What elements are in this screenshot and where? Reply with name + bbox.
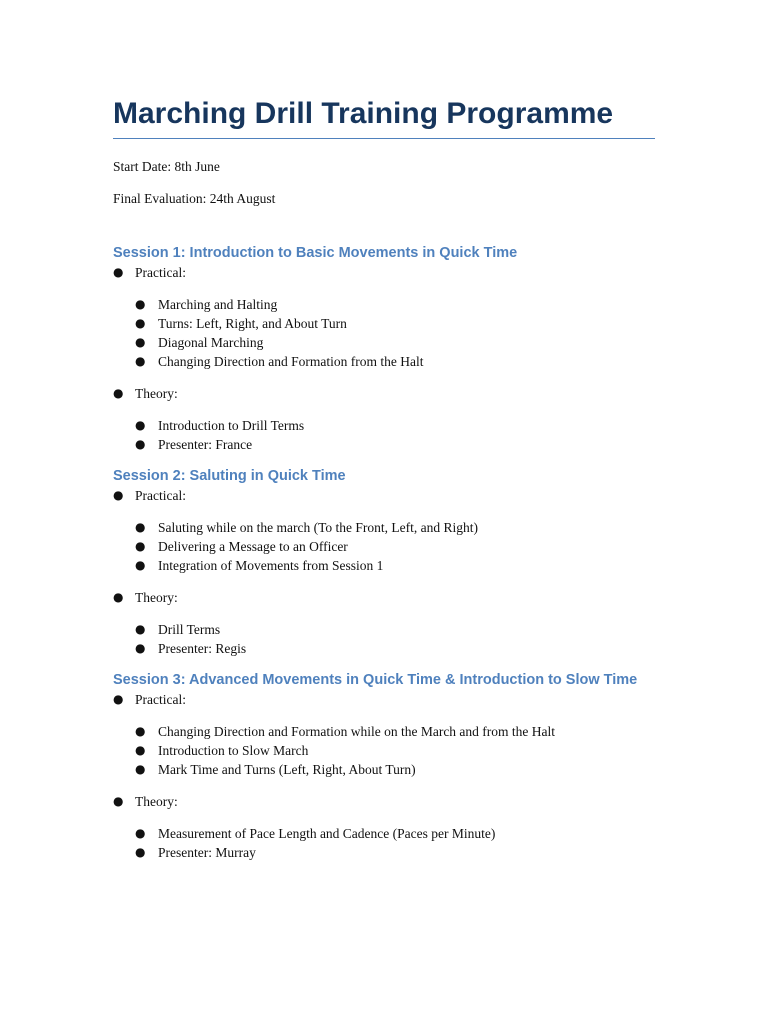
practical-list bbox=[135, 295, 655, 371]
session-list bbox=[113, 263, 655, 454]
list-item bbox=[135, 620, 655, 639]
bullet-icon: ● bbox=[113, 265, 124, 279]
list-item-text: Changing Direction and Formation while on the March and from the Halt bbox=[158, 724, 556, 739]
list-item bbox=[135, 352, 655, 371]
list-item bbox=[135, 824, 655, 843]
bullet-icon: ● bbox=[135, 622, 146, 636]
bullet-icon: ● bbox=[113, 488, 124, 502]
bullet-icon: ● bbox=[113, 386, 124, 400]
session-list bbox=[113, 486, 655, 658]
list-item bbox=[135, 537, 655, 556]
practical-list bbox=[135, 722, 655, 779]
list-item-text: Drill Terms bbox=[158, 622, 221, 637]
start-date: Start Date: 8th June bbox=[113, 159, 220, 174]
document-title: Marching Drill Training Programme bbox=[113, 97, 614, 130]
list-item bbox=[135, 556, 655, 575]
list-item-text: Measurement of Pace Length and Cadence (Paces per Minute) bbox=[158, 826, 496, 841]
session-2 bbox=[113, 466, 655, 658]
bullet-icon: ● bbox=[135, 316, 146, 330]
list-item-text: Mark Time and Turns (Left, Right, About Turn) bbox=[158, 762, 416, 777]
bullet-icon: ● bbox=[135, 826, 146, 840]
list-item bbox=[135, 435, 655, 454]
final-evaluation-date: Final Evaluation: 24th August bbox=[113, 191, 276, 206]
bullet-icon: ● bbox=[135, 762, 146, 776]
list-item bbox=[135, 416, 655, 435]
list-item-text: Saluting while on the march (To the Front, Left, and Right) bbox=[158, 520, 478, 535]
list-item bbox=[135, 518, 655, 537]
theory-list bbox=[135, 620, 655, 658]
list-item bbox=[135, 333, 655, 352]
bullet-icon: ● bbox=[135, 437, 146, 451]
theory-item bbox=[113, 792, 655, 862]
bullet-icon: ● bbox=[135, 845, 146, 859]
practical-label: Practical: bbox=[135, 265, 186, 280]
list-item bbox=[135, 314, 655, 333]
list-item bbox=[135, 295, 655, 314]
practical-list bbox=[135, 518, 655, 575]
list-item-text: Diagonal Marching bbox=[158, 335, 264, 350]
bullet-icon: ● bbox=[135, 539, 146, 553]
theory-label: Theory: bbox=[135, 590, 178, 605]
bullet-icon: ● bbox=[135, 641, 146, 655]
practical-item bbox=[113, 486, 655, 575]
bullet-icon: ● bbox=[135, 724, 146, 738]
list-item-text: Presenter: Murray bbox=[158, 845, 256, 860]
list-item-text: Delivering a Message to an Officer bbox=[158, 539, 348, 554]
list-item bbox=[135, 741, 655, 760]
bullet-icon: ● bbox=[135, 743, 146, 757]
practical-label: Practical: bbox=[135, 488, 186, 503]
list-item bbox=[135, 639, 655, 658]
bullet-icon: ● bbox=[135, 335, 146, 349]
session-3 bbox=[113, 670, 655, 862]
bullet-icon: ● bbox=[135, 418, 146, 432]
list-item bbox=[135, 760, 655, 779]
practical-label: Practical: bbox=[135, 692, 186, 707]
list-item-text: Presenter: Regis bbox=[158, 641, 247, 656]
session-heading: Session 1: Introduction to Basic Movements in Quick Time bbox=[113, 245, 518, 261]
list-item-text: Introduction to Slow March bbox=[158, 743, 309, 758]
practical-item bbox=[113, 690, 655, 779]
session-heading: Session 2: Saluting in Quick Time bbox=[113, 468, 346, 484]
list-item-text: Integration of Movements from Session 1 bbox=[158, 558, 384, 573]
practical-item bbox=[113, 263, 655, 371]
list-item-text: Introduction to Drill Terms bbox=[158, 418, 305, 433]
list-item-text: Presenter: France bbox=[158, 437, 253, 452]
session-list bbox=[113, 690, 655, 862]
list-item-text: Changing Direction and Formation from the Halt bbox=[158, 354, 424, 369]
list-item bbox=[135, 722, 655, 741]
bullet-icon: ● bbox=[135, 520, 146, 534]
session-1 bbox=[113, 243, 655, 454]
list-item-text: Turns: Left, Right, and About Turn bbox=[158, 316, 347, 331]
theory-item bbox=[113, 384, 655, 454]
list-item bbox=[135, 843, 655, 862]
list-item-text: Marching and Halting bbox=[158, 297, 278, 312]
theory-list bbox=[135, 416, 655, 454]
bullet-icon: ● bbox=[135, 354, 146, 368]
bullet-icon: ● bbox=[113, 590, 124, 604]
theory-item bbox=[113, 588, 655, 658]
document-page bbox=[113, 94, 655, 862]
theory-label: Theory: bbox=[135, 794, 178, 809]
theory-list bbox=[135, 824, 655, 862]
bullet-icon: ● bbox=[135, 558, 146, 572]
bullet-icon: ● bbox=[135, 297, 146, 311]
bullet-icon: ● bbox=[113, 692, 124, 706]
theory-label: Theory: bbox=[135, 386, 178, 401]
title-underline bbox=[113, 138, 655, 139]
bullet-icon: ● bbox=[113, 794, 124, 808]
session-heading: Session 3: Advanced Movements in Quick Time & Introduction to Slow Time bbox=[113, 672, 638, 688]
